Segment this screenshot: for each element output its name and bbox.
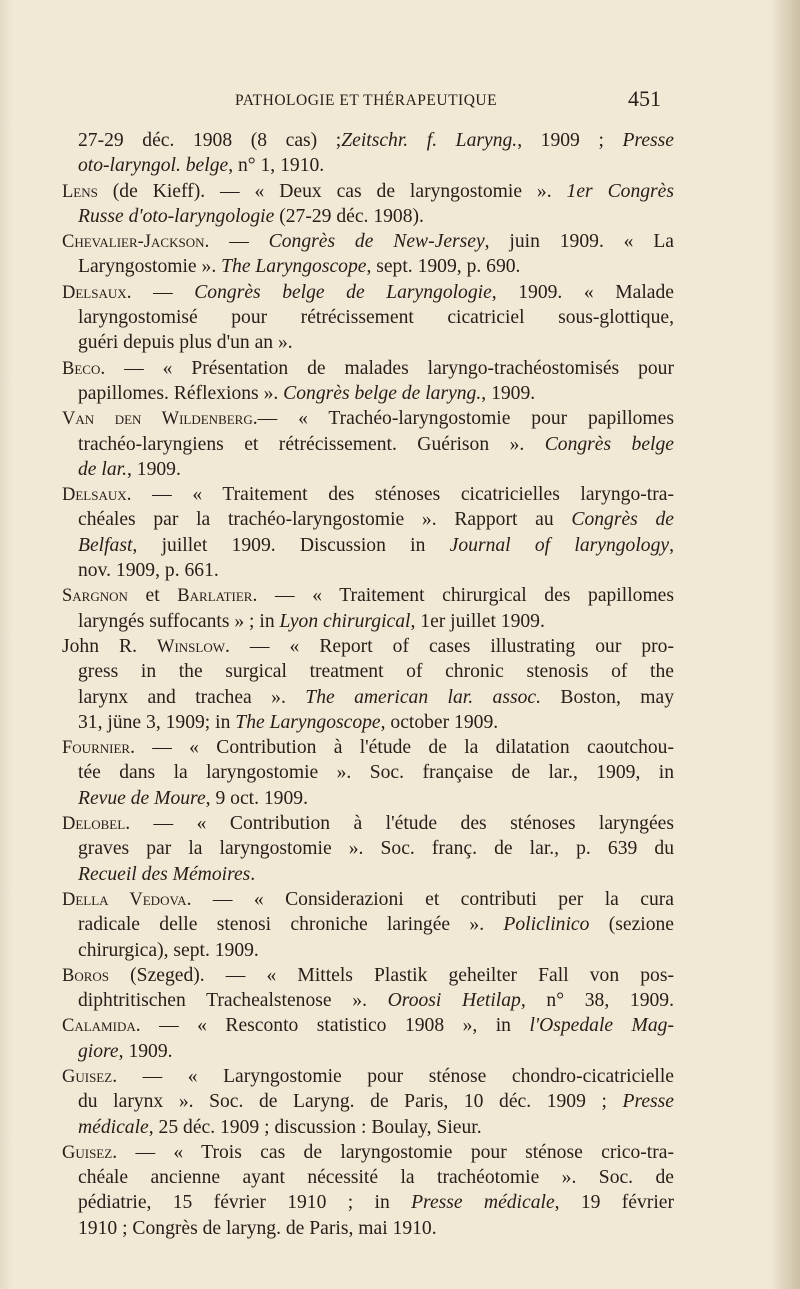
author-name: Chevalier-Jackson — [62, 232, 205, 253]
text-run: , n° 1, 1910. — [228, 155, 325, 177]
author-name: Barlatier — [177, 586, 253, 607]
italic-citation: 1er Congrès — [566, 180, 674, 202]
text-line — [62, 1216, 674, 1241]
text-line — [62, 583, 674, 608]
author-name: Boros — [62, 965, 110, 986]
text-run: . — — [204, 231, 269, 253]
italic-citation: oto-laryngol. belge — [78, 155, 229, 177]
text-run: trachéo-laryngiens et rétrécissement. Guérison ». — [78, 433, 545, 455]
text-line — [62, 811, 674, 836]
page-edge-shadow — [770, 0, 800, 1289]
text-line — [62, 1115, 674, 1140]
text-line — [62, 356, 674, 381]
text-run: , sept. 1909, p. 690. — [366, 256, 521, 278]
text-line — [62, 128, 674, 153]
text-run: . — — [126, 281, 195, 303]
italic-citation: Lyon chirurgical — [279, 610, 411, 632]
text-run: , 1909. — [126, 458, 181, 480]
text-line — [62, 760, 674, 785]
author-name: Winslow — [157, 636, 226, 657]
text-line — [62, 179, 674, 204]
text-run: , 9 oct. 1909. — [205, 787, 308, 809]
text-run: laryngés suffocants » ; in — [78, 610, 280, 632]
text-run: . — « Report of cases illustrating our pro- — [225, 635, 674, 657]
text-line — [62, 609, 674, 634]
text-run: et — [127, 585, 178, 607]
italic-citation: Policlinico — [503, 914, 590, 936]
italic-citation: Zeitschr. f. Laryng. — [341, 130, 518, 151]
author-name: Beco — [62, 358, 101, 379]
text-run: . — « Traitement chirurgical des papillomes — [252, 585, 675, 607]
text-line — [62, 482, 674, 507]
text-run: du larynx ». Soc. de Laryng. de Paris, 10 déc. 1909 ; — [78, 1091, 623, 1113]
text-run: Boston, may — [541, 686, 675, 708]
text-line — [62, 659, 674, 684]
text-run: , — [669, 534, 674, 556]
page-header — [0, 86, 800, 116]
text-line — [62, 229, 674, 254]
text-run: , 1909. — [481, 382, 536, 404]
text-run: , 19 février — [554, 1192, 674, 1214]
italic-citation: Belfast — [78, 534, 133, 556]
text-line — [62, 153, 674, 178]
text-line — [62, 254, 674, 279]
italic-citation: Congrès de — [571, 509, 674, 531]
bibliography-text — [62, 128, 674, 1241]
text-run: chéale ancienne ayant nécessité la trachéotomie ». Soc. de — [78, 1167, 674, 1189]
author-name: Guisez — [62, 1066, 113, 1087]
text-line — [62, 887, 674, 912]
text-run: chirurgica), sept. 1909. — [78, 939, 259, 961]
text-run: . — « Considerazioni et contributi per la cura — [186, 888, 674, 910]
text-run: chéales par la trachéo-laryngostomie ». Rapport au — [78, 509, 572, 531]
author-name: Van den Wildenberg — [62, 409, 253, 430]
text-line — [62, 330, 674, 355]
text-line — [62, 1064, 674, 1089]
italic-citation: The Laryngoscope — [221, 256, 367, 278]
text-line — [62, 406, 674, 431]
text-run: . — [250, 863, 256, 885]
text-run: . — « Traitement des sténoses cicatricielles laryngo-tra- — [126, 484, 674, 506]
text-run: , juin 1909. « La — [484, 231, 674, 253]
text-run: . — « Laryngostomie pour sténose chondro-cicatricielle — [112, 1065, 674, 1087]
text-run: (27-29 déc. 1908). — [274, 205, 424, 227]
text-line — [62, 1165, 674, 1190]
italic-citation: giore — [78, 1040, 119, 1062]
text-line — [62, 558, 674, 583]
text-run: . — « Resconto statistico 1908 », in — [135, 1015, 530, 1037]
text-run: (Szeged). — « Mittels Plastik geheilter Fall von pos- — [109, 964, 674, 986]
italic-citation: Congrès belge — [544, 433, 674, 455]
text-run: diphtritischen Trachealstenose ». — [78, 990, 388, 1012]
text-line — [62, 381, 674, 406]
text-run: radicale delle stenosi chroniche laringée ». — [78, 914, 504, 936]
text-run: , october 1909. — [380, 711, 499, 733]
text-line — [62, 533, 674, 558]
text-run: 27-29 déc. 1908 (8 cas) ; — [78, 130, 342, 151]
italic-citation: médicale — [78, 1116, 149, 1138]
text-line — [62, 710, 674, 735]
text-line — [62, 1140, 674, 1165]
text-line — [62, 305, 674, 330]
text-run: guéri depuis plus d'un an ». — [78, 332, 293, 354]
author-name: Delsaux — [62, 282, 127, 303]
text-run: , 1909 ; — [517, 130, 623, 151]
text-run: , 1er juillet 1909. — [410, 610, 545, 632]
italic-citation: de lar. — [78, 458, 127, 480]
text-run: , 25 déc. 1909 ; discussion : Boulay, Sieur. — [148, 1116, 482, 1138]
text-run: . — « Présentation de malades laryngo-trachéostomisés pour — [100, 357, 674, 379]
italic-citation: The Laryngoscope — [235, 711, 381, 733]
text-line — [62, 280, 674, 305]
text-run: , n° 38, 1909. — [520, 990, 674, 1012]
italic-citation: Presse — [622, 130, 674, 151]
text-line — [62, 938, 674, 963]
text-run: , juillet 1909. Discussion in — [132, 534, 450, 556]
text-run: (sezione — [589, 914, 674, 936]
text-line — [62, 735, 674, 760]
text-run: (de Kieff). — « Deux cas de laryngostomie ». — [97, 180, 567, 202]
text-line — [62, 988, 674, 1013]
author-name: Fournier — [62, 738, 131, 759]
italic-citation: Congrès belge de laryng. — [283, 382, 482, 404]
italic-citation: l'Ospedale Mag- — [529, 1015, 674, 1037]
text-run: nov. 1909, p. 661. — [78, 560, 219, 582]
text-line — [62, 204, 674, 229]
italic-citation: Recueil des Mémoires — [78, 863, 251, 885]
text-run: graves par la laryngostomie ». Soc. franç. de lar., p. 639 du — [78, 838, 674, 860]
text-run: . — « Trois cas de laryngostomie pour sténose crico-tra- — [112, 1141, 674, 1163]
italic-citation: Presse médicale — [411, 1192, 555, 1214]
italic-citation: Russe d'oto-laryngologie — [78, 205, 275, 227]
text-run: tée dans la laryngostomie ». Soc. française de lar., 1909, in — [78, 762, 674, 784]
author-name: Della Vedova — [62, 889, 187, 910]
text-run: . — « Contribution à l'étude des sténoses laryngées — [125, 813, 674, 835]
author-name: Calamida — [62, 1016, 136, 1037]
text-line — [62, 432, 674, 457]
text-run: Laryngostomie ». — [78, 256, 222, 278]
italic-citation: Presse — [622, 1091, 674, 1113]
text-line — [62, 507, 674, 532]
italic-citation: Congrès belge de Laryngologie — [194, 281, 492, 303]
text-run: laryngostomisé pour rétrécissement cicatriciel sous-glottique, — [78, 307, 674, 329]
italic-citation: Congrès de New-Jersey — [268, 231, 485, 253]
author-name: Guisez — [62, 1142, 113, 1163]
italic-citation: The american lar. assoc. — [305, 686, 541, 708]
author-name: Delobel — [62, 814, 126, 835]
text-run: John R. — [62, 635, 157, 657]
italic-citation: Revue de Moure — [78, 787, 206, 809]
text-run: pédiatrie, 15 février 1910 ; in — [78, 1192, 412, 1214]
text-run: .— « Trachéo-laryngostomie pour papillomes — [252, 408, 674, 430]
text-line — [62, 1190, 674, 1215]
italic-citation: Journal of laryngology — [449, 534, 670, 556]
text-line — [62, 1013, 674, 1038]
text-line — [62, 786, 674, 811]
text-line — [62, 963, 674, 988]
author-name: Sargnon — [62, 586, 128, 607]
page-number: 451 — [628, 86, 661, 111]
text-run: papillomes. Réflexions ». — [78, 382, 284, 404]
text-line — [62, 1039, 674, 1064]
text-run: larynx and trachea ». — [78, 686, 306, 708]
text-line — [62, 862, 674, 887]
running-title: PATHOLOGIE ET THÉRAPEUTIQUE — [235, 92, 498, 109]
text-line — [62, 836, 674, 861]
text-run: 1910 ; Congrès de laryng. de Paris, mai 1910. — [78, 1217, 437, 1239]
text-run: , 1909. « Malade — [491, 281, 674, 303]
italic-citation: Oroosi Hetilap — [387, 990, 521, 1012]
author-name: Lens — [62, 181, 98, 202]
text-run: . — « Contribution à l'étude de la dilatation caoutchou- — [130, 737, 674, 759]
text-line — [62, 634, 674, 659]
text-line — [62, 685, 674, 710]
text-line — [62, 912, 674, 937]
text-run: 31, jüne 3, 1909; in — [78, 711, 236, 733]
text-line — [62, 457, 674, 482]
text-line — [62, 1089, 674, 1114]
text-run: , 1909. — [118, 1040, 173, 1062]
author-name: Delsaux — [62, 485, 127, 506]
text-run: gress in the surgical treatment of chronic stenosis of the — [78, 661, 674, 683]
